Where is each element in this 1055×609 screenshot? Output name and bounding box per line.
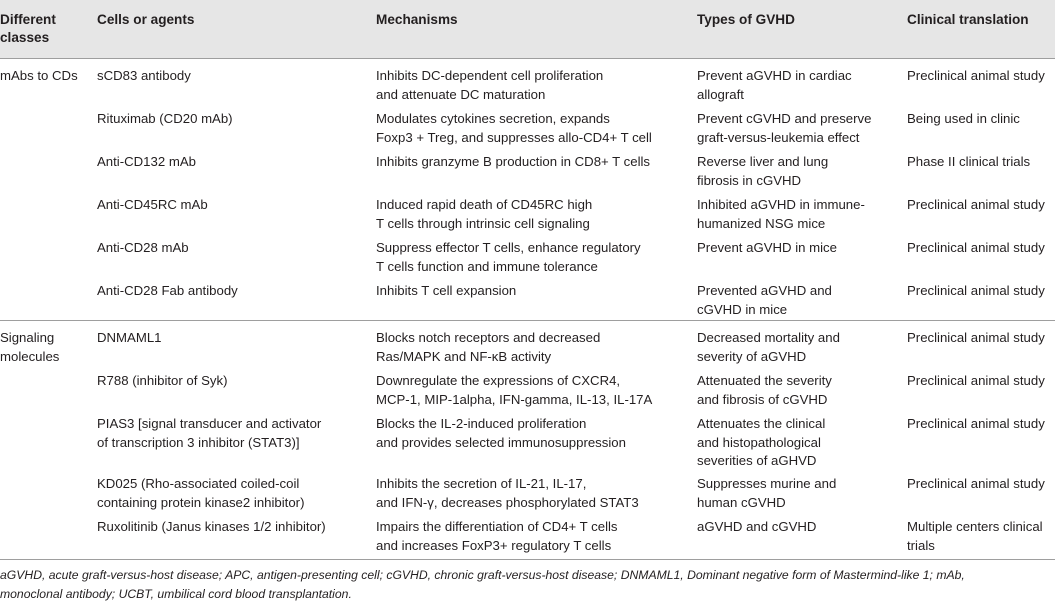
gvhd-cell [697,329,840,366]
clinical-cell [907,282,1045,301]
header-different-classes: Different classes [0,12,56,45]
header-mechanisms: Mechanisms [376,12,458,27]
mechanism-cell [376,518,618,555]
mechanism-line: Blocks notch receptors and decreased [376,330,601,345]
gvhd-line: humanized NSG mice [697,215,826,231]
agent-line: containing protein kinase2 inhibitor) [97,494,305,510]
mechanism-line: and increases FoxP3+ regulatory T cells [376,537,612,553]
agent-line: sCD83 antibody [97,68,191,83]
agent-cell [97,415,321,452]
clinical-cell [907,110,1020,129]
mechanism-line: Suppress effector T cells, enhance regulatory [376,240,641,255]
agent-cell [97,518,326,537]
agent-cell [97,372,227,391]
class-label: mAbs to CDs [0,68,78,83]
mechanism-cell [376,415,626,452]
gvhd-cell [697,110,871,147]
gvhd-cell [697,239,837,258]
mechanism-line: Induced rapid death of CD45RC high [376,197,593,212]
clinical-cell [907,475,1045,494]
mechanism-cell [376,372,652,409]
clinical-line: Preclinical animal study [907,330,1045,345]
gvhd-line: allograft [697,86,744,102]
gvhd-line: Suppresses murine and [697,476,837,491]
mechanism-line: Modulates cytokines secretion, expands [376,111,610,126]
gvhd-cell [697,475,836,512]
agent-line: KD025 (Rho-associated coiled-coil [97,476,300,491]
gvhd-cell [697,282,832,319]
agent-line: Anti-CD132 mAb [97,154,196,169]
clinical-cell [907,329,1045,348]
mechanism-cell [376,153,650,172]
agent-cell [97,239,189,258]
mechanism-line: Inhibits T cell expansion [376,283,517,298]
mechanism-line: Inhibits granzyme B production in CD8+ T cells [376,154,651,169]
gvhd-line: severities of aGHVD [697,453,817,469]
clinical-line: Preclinical animal study [907,283,1045,298]
gvhd-line: severity of aGVHD [697,348,807,364]
table-footnote [0,566,1055,604]
header-clinical-translation: Clinical translation [907,12,1029,27]
agent-cell [97,196,208,215]
mechanism-line: Inhibits the secretion of IL-21, IL-17, [376,476,587,491]
agent-cell [97,110,233,129]
clinical-line: trials [907,537,935,553]
group-divider [0,320,1055,321]
class-label: Signaling molecules [0,330,60,364]
header-cells-or-agents: Cells or agents [97,12,195,27]
clinical-cell [907,196,1045,215]
bottom-rule [0,559,1055,560]
agent-cell [97,153,196,172]
clinical-line: Multiple centers clinical [907,519,1043,534]
clinical-line: Preclinical animal study [907,197,1045,212]
gvhd-cell [697,67,852,104]
gvhd-cell [697,372,832,409]
mechanism-cell [376,475,639,512]
clinical-cell [907,518,1043,555]
gvhd-line: Attenuates the clinical [697,416,826,431]
gvhd-cell [697,153,828,190]
mechanism-cell [376,110,652,147]
table-header [0,0,1055,58]
mechanism-line: Ras/MAPK and NF-κB activity [376,348,552,364]
gvhd-line: Attenuated the severity [697,373,832,388]
mechanism-line: T cells through intrinsic cell signaling [376,215,590,231]
gvhd-line: aGVHD and cGVHD [697,519,817,534]
mechanism-line: Inhibits DC-dependent cell proliferation [376,68,604,83]
mechanism-cell [376,282,516,301]
clinical-cell [907,372,1045,391]
clinical-line: Preclinical animal study [907,68,1045,83]
clinical-line: Being used in clinic [907,111,1020,126]
mechanism-line: Downregulate the expressions of CXCR4, [376,373,621,388]
mechanism-line: and provides selected immunosuppression [376,434,626,450]
clinical-line: Preclinical animal study [907,240,1045,255]
footnote-line-2: monoclonal antibody; UCBT, umbilical cord blood transplantation. [0,587,352,601]
mechanism-line: Blocks the IL-2-induced proliferation [376,416,587,431]
clinical-line: Preclinical animal study [907,373,1045,388]
mechanism-line: and IFN-γ, decreases phosphorylated STAT3 [376,494,639,510]
agent-cell [97,67,191,86]
header-rule [0,58,1055,59]
agent-line: R788 (inhibitor of Syk) [97,373,228,388]
mechanism-cell [376,239,641,276]
clinical-cell [907,239,1045,258]
gvhd-line: human cGVHD [697,494,786,510]
gvhd-line: Prevented aGVHD and [697,283,832,298]
gvhd-line: fibrosis in cGVHD [697,172,802,188]
agent-line: Ruxolitinib (Janus kinases 1/2 inhibitor) [97,519,326,534]
gvhd-line: Prevent aGVHD in cardiac [697,68,852,83]
clinical-cell [907,415,1045,434]
mechanism-line: and attenuate DC maturation [376,86,546,102]
gvhd-line: Inhibited aGVHD in immune- [697,197,865,212]
mechanism-cell [376,196,592,233]
gvhd-line: Reverse liver and lung [697,154,829,169]
gvhd-line: Prevent cGVHD and preserve [697,111,872,126]
gvhd-cell [697,196,865,233]
agent-cell [97,282,238,301]
mechanism-line: MCP-1, MIP-1alpha, IFN-gamma, IL-13, IL-17A [376,391,653,407]
gvhd-line: cGVHD in mice [697,301,788,317]
agent-line: PIAS3 [signal transducer and activator [97,416,322,431]
gvhd-cell [697,518,816,537]
footnote-line-1: aGVHD, acute graft-versus-host disease; APC, antigen-presenting cell; cGVHD, chronic graft-versus-host disease; DNMAML1, Dominant negative form of Mastermind-like 1; mAb, [0,568,965,582]
agent-cell [97,475,304,512]
gvhd-line: and histopathological [697,434,821,450]
mechanism-cell [376,67,603,104]
gvhd-line: Prevent aGVHD in mice [697,240,837,255]
gvhd-line: graft-versus-leukemia effect [697,129,860,145]
agent-line: Anti-CD45RC mAb [97,197,208,212]
clinical-line: Phase II clinical trials [907,154,1031,169]
mechanism-line: Foxp3 + Treg, and suppresses allo-CD4+ T cell [376,129,652,145]
agent-line: Anti-CD28 mAb [97,240,189,255]
gvhd-line: Decreased mortality and [697,330,840,345]
clinical-line: Preclinical animal study [907,476,1045,491]
mechanism-cell [376,329,600,366]
mechanism-line: Impairs the differentiation of CD4+ T cells [376,519,618,534]
clinical-cell [907,67,1045,86]
gvhd-cell [697,415,825,471]
agent-line: of transcription 3 inhibitor (STAT3)] [97,434,300,450]
header-types-of-gvhd: Types of GVHD [697,12,795,27]
clinical-line: Preclinical animal study [907,416,1045,431]
agent-line: Rituximab (CD20 mAb) [97,111,233,126]
agent-line: Anti-CD28 Fab antibody [97,283,238,298]
agent-cell [97,329,161,348]
agent-line: DNMAML1 [97,330,162,345]
mechanism-line: T cells function and immune tolerance [376,258,598,274]
gvhd-line: and fibrosis of cGVHD [697,391,828,407]
clinical-cell [907,153,1030,172]
